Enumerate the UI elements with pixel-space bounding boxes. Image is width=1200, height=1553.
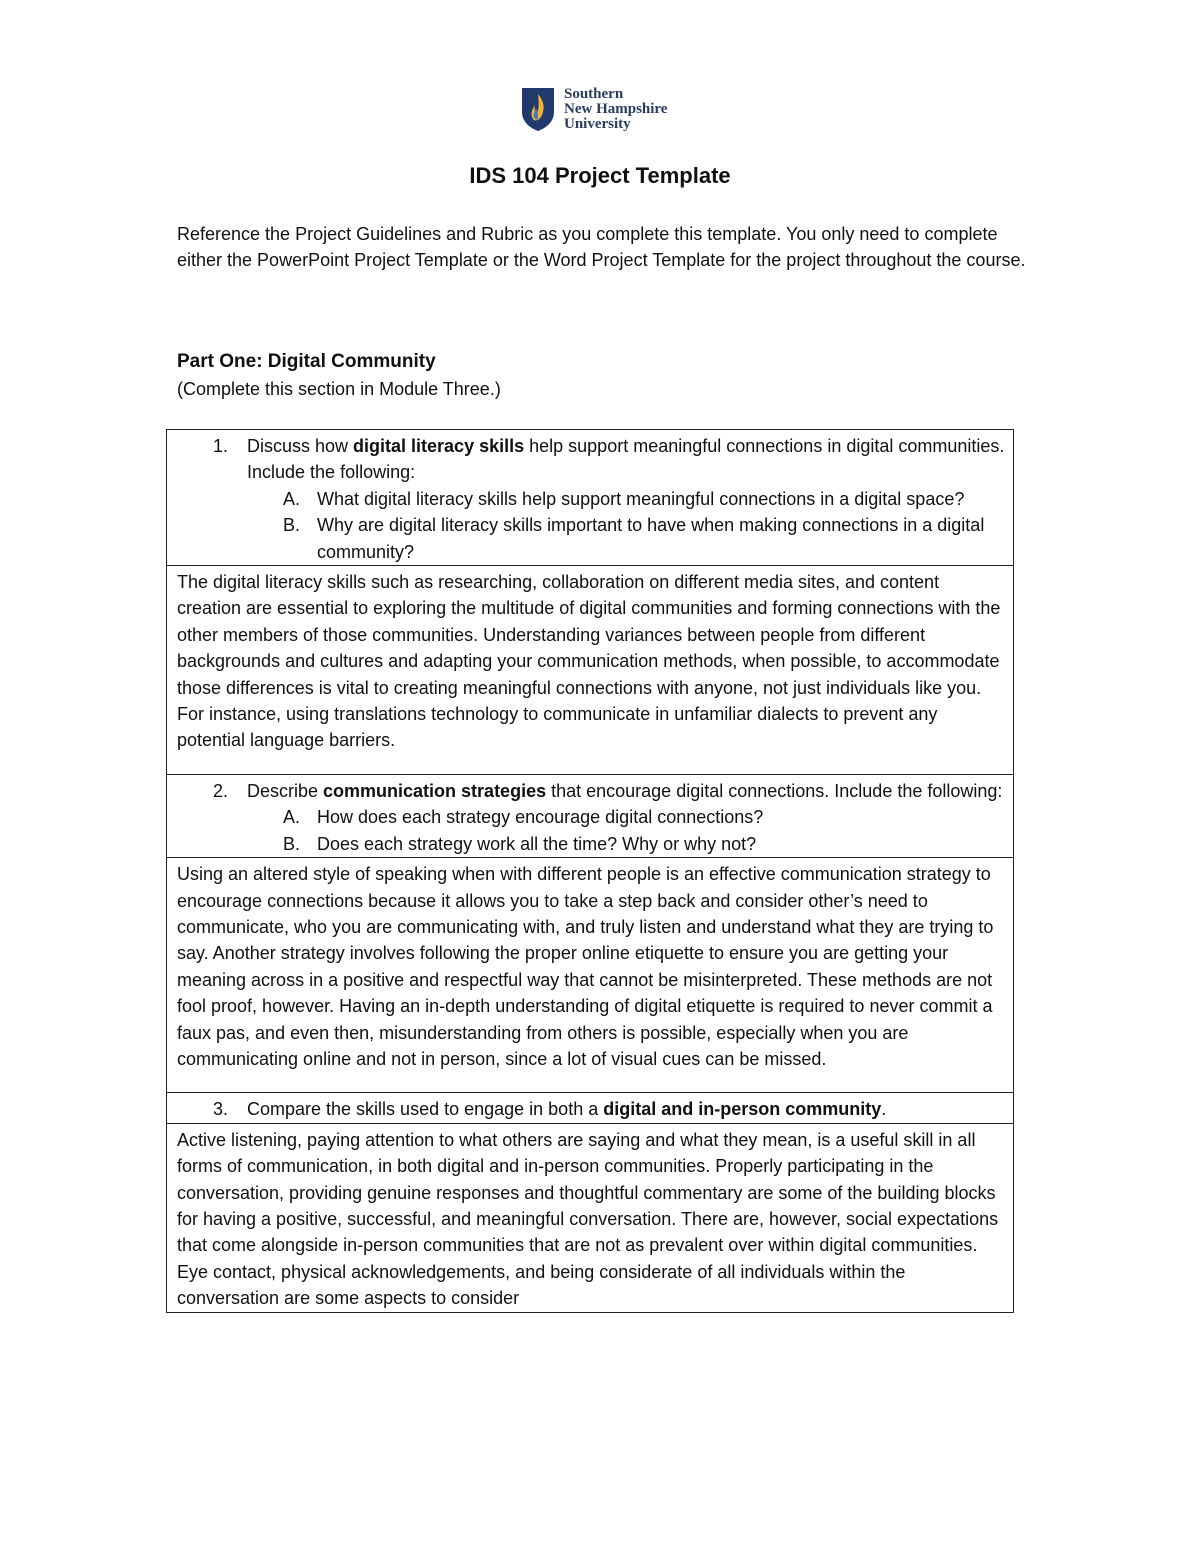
question-number: 3. xyxy=(213,1099,229,1120)
question-cell-2 xyxy=(167,774,1014,857)
question-3 xyxy=(177,1093,1005,1122)
question-number: 2. xyxy=(213,780,229,801)
sub-question xyxy=(177,831,1005,857)
answer-text: Active listening, paying attention to what others are saying and what they mean, is a useful skill in all forms of communication, in both digital and in-person communities. Properly participating in the conversation, providing genuine responses and thoughtful commentary are some of the building blocks for having a positive, successful, and meaningful conversation. There are, however, social expectations that come alongside in-person communities that are not as prevalent over within digital communities. Eye contact, physical acknowledgements, and being considerate of all individuals within the conversation are some aspects to consider xyxy=(177,1129,999,1309)
question-2 xyxy=(177,775,1005,857)
question-cell-3 xyxy=(167,1093,1014,1123)
sub-question-letter: B. xyxy=(283,833,301,854)
question-text xyxy=(247,1096,1005,1122)
sub-question-text: Why are digital literacy skills important to have when making connections in a digital community? xyxy=(317,515,985,562)
part-one-heading: Part One: Digital Community xyxy=(177,351,436,372)
question-text xyxy=(247,778,1005,804)
sub-question xyxy=(177,804,1005,830)
sub-question-list xyxy=(177,804,1005,857)
question-text-post: . xyxy=(881,1099,887,1120)
sub-question-list xyxy=(177,486,1005,565)
question-1 xyxy=(177,430,1005,565)
document-title: IDS 104 Project Template xyxy=(469,163,731,188)
question-text-post: help support meaningful connections in digital communities. Include the following: xyxy=(247,436,1005,483)
sub-question-text: What digital literacy skills help support meaningful connections in a digital space? xyxy=(317,488,965,509)
logo-line-2: New Hampshire xyxy=(564,100,668,117)
sub-question xyxy=(177,512,1005,565)
question-row-1 xyxy=(167,430,1014,566)
question-number: 1. xyxy=(213,436,229,456)
answer-row-3 xyxy=(167,1123,1014,1312)
logo-line-3: University xyxy=(564,115,631,132)
answer-row-1 xyxy=(167,566,1014,775)
answer-row-2 xyxy=(167,858,1014,1093)
part-one-note: (Complete this section in Module Three.) xyxy=(177,379,501,399)
sub-question-text: How does each strategy encourage digital connections? xyxy=(317,807,764,828)
question-text-post: that encourage digital connections. Include the following: xyxy=(546,780,1003,801)
question-text-pre: Compare the skills used to engage in both a xyxy=(247,1099,604,1120)
answer-cell-3[interactable] xyxy=(167,1123,1014,1312)
question-text-pre: Discuss how xyxy=(247,436,354,456)
sub-question-letter: A. xyxy=(283,807,301,828)
intro-paragraph: Reference the Project Guidelines and Rubric as you complete this template. You only need to complete either the PowerPoint Project Template or the Word Project Template for the project throughout the course. xyxy=(177,224,1026,271)
answer-cell-2[interactable] xyxy=(167,858,1014,1093)
question-text-pre: Describe xyxy=(247,780,324,801)
question-text xyxy=(247,433,1005,486)
shield-flame-icon xyxy=(520,86,556,132)
logo-wordmark xyxy=(564,87,667,132)
sub-question-letter: A. xyxy=(283,488,301,509)
university-logo xyxy=(520,84,690,134)
question-keyword: digital literacy skills xyxy=(353,436,525,456)
answer-text: The digital literacy skills such as researching, collaboration on different media sites, and content creation are essential to exploring the multitude of digital communities and forming connections with the other members of those communities. Understanding variances between people from different backgrounds and cultures and adapting your communication methods, when possible, to accommodate those differences is vital to creating meaningful connections with anyone, not just individuals like you. For instance, using translations technology to communicate in unfamiliar dialects to prevent any potential language barriers. xyxy=(177,572,1001,751)
question-keyword: communication strategies xyxy=(323,780,547,801)
answer-cell-1[interactable] xyxy=(167,566,1014,775)
question-keyword: digital and in-person community xyxy=(603,1099,882,1120)
sub-question-text: Does each strategy work all the time? Why or why not? xyxy=(317,833,757,854)
questions-table xyxy=(166,429,1014,1313)
logo-line-1: Southern xyxy=(564,85,624,102)
question-row-3 xyxy=(167,1093,1014,1123)
sub-question xyxy=(177,486,1005,512)
answer-text: Using an altered style of speaking when with different people is an effective communication strategy to encourage connections because it allows you to take a step back and consider other’s need to communicate, who you are communicating with, and truly listen and understand what they are trying to say. Another strategy involves following the proper online etiquette to ensure you are getting your meaning across in a positive and respectful way that cannot be misinterpreted. These methods are not fool proof, however. Having an in-depth understanding of digital etiquette is required to never commit a faux pas, and even then, misunderstanding from others is possible, especially when you are communicating online and not in person, since a lot of visual cues can be missed. xyxy=(177,864,994,1069)
question-cell-1 xyxy=(167,430,1014,566)
question-row-2 xyxy=(167,774,1014,857)
sub-question-letter: B. xyxy=(283,515,301,536)
